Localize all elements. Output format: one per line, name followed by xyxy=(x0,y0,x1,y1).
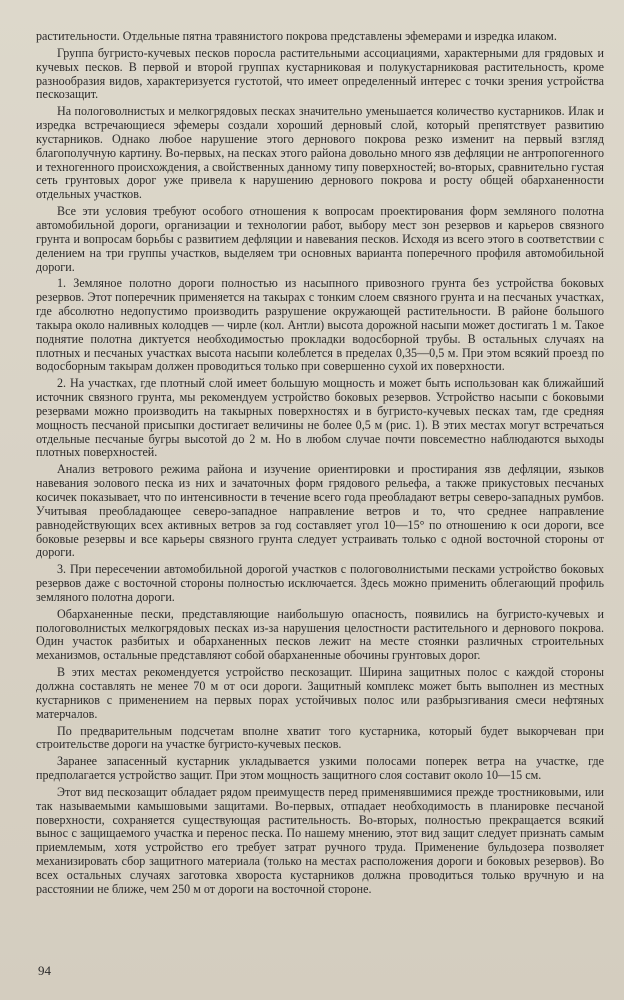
paragraph-12: Заранее запасенный кустарник укладывается узкими полосами поперек ветра на участке, где предполагается устройство защит. При этом мощность защитного слоя составит около 10—15 см. xyxy=(36,754,604,783)
paragraph-9: Обарханенные пески, представляющие наибольшую опасность, появились на бугристо-кучевых и пологоволнистых мелкогрядовых песках из-за нарушения целостности растительного и дернового покрова. Один участок разбитых и обарханенных песков лежит на месте стоянки различных строительных механизмов, остальные представляют собой обарханенные обочины грунтовых дорог. xyxy=(36,606,604,663)
paragraph-1: растительности. Отдельные пятна травянистого покрова представлены эфемерами и изредка илаком. xyxy=(36,29,557,43)
paragraph-11: По предварительным подсчетам вполне хватит того кустарника, который будет выкорчеван при строительстве дороги на участке бугристо-кучевых песков. xyxy=(36,723,604,752)
paragraph-5: 1. Земляное полотно дороги полностью из насыпного привозного грунта без устройства боковых резервов. Этот поперечник применяется на такырах с тонким слоем связного грунта и на песчаных участках, где абсолютно недопустимо производить разрушение окружающей растительности. В районе большого такыра около наливных колодцев — чирле (кол. Антли) высота дорожной насыпи может достигать 1 м. Такое поднятие полотна диктуется необходимостью прокладки водосборной трубы. В остальных случаях на плотных и песчаных участках высота насыпи колеблется в пределах 0,35—0,5 м. При этом всякий проезд по водосборным такырам должен проводиться только при совершенно сухой их поверхности. xyxy=(36,276,604,374)
paragraph-13: Этот вид пескозащит обладает рядом преимуществ перед применявшимися прежде тростниковыми, или так называемыми камышовыми защитами. Во-первых, отпадает необходимость в планировке песчаной поверхности, сохраняется существующая растительность. Во-вторых, полностью прекращается всякий вынос с защищаемого участка и перенос песка. По нашему мнению, этот вид защит следует признать самым приемлемым, хотя устройство его требует затрат ручного труда. Применение бульдозера позволяет механизировать сбор защитного материала (только на местах расположения дороги и боковых резервов). Во всех остальных случаях заготовка хвороста кустарников должна проводиться только вручную и на расстоянии не ближе, чем 250 м от дороги на восточной стороне. xyxy=(36,784,604,896)
paragraph-8: 3. При пересечении автомобильной дорогой участков с пологоволнистыми песками устройство боковых резервов даже с восточной стороны полностью исключается. Здесь можно применить облегающий профиль земляного полотна дороги. xyxy=(36,562,604,604)
paragraph-10: В этих местах рекомендуется устройство пескозащит. Ширина защитных полос с каждой стороны должна составлять не менее 70 м от оси дороги. Защитный комплекс может быть выполнен из местных кустарников с применением на первых порах устойчивых полос или разбрызгивания смеси нефтяных матерчалов. xyxy=(36,665,604,721)
paragraph-7: Анализ ветрового режима района и изучение ориентировки и простирания язв дефляции, языков навевания эолового песка из них и зачаточных форм грядового рельефа, а также прикустовых песчаных косичек показывает, что по интенсивности в течение всего года преобладают ветры северо-западных румбов. Учитывая преобладающее северо-западное направление ветров и то, что среднее направление равнодействующих всех активных ветров за год составляет угол 10—15° по отношению к оси дороги, все боковые резервы и все карьеры связного грунта следует устраивать только с одной восточной стороны от дороги. xyxy=(36,462,604,560)
paragraph-4: Все эти условия требуют особого отношения к вопросам проектирования форм земляного полотна автомобильной дороги, организации и технологии работ, выбору мест зон резервов и карьеров связного грунта и вопросам борьбы с развитием дефляции и навевания песков. Исходя из всего этого в соответствии с делением на три группы участков, выделяем три основных варианта поперечного профиля автомобильной дороги. xyxy=(36,204,604,274)
paragraph-2: Группа бугристо-кучевых песков поросла растительными ассоциациями, характерными для грядовых и кучевых песков. В первой и второй группах кустарниковая и полукустарниковая растительность, кроме разнообразия видов, характеризуется густотой, что имеет определенный интерес с точки зрения устройства пескозащит. xyxy=(36,45,604,102)
page-number: 94 xyxy=(38,963,51,978)
paragraph-6: 2. На участках, где плотный слой имеет большую мощность и может быть использован как ближайший источник связного грунта, мы рекомендуем устройство боковых резервов. Устройство насыпи с боковыми резервами можно производить на такырных поверхностях и в бугристо-кучевых песках там, где средняя мощность песчаной присыпки достигает величины не более 0,5 м (рис. 1). В этих местах могут встречаться отдельные песчаные бугры высотой до 2 м. Но в любом случае почти повсеместно наблюдаются выходы плотных поверхностей. xyxy=(36,376,604,460)
paragraph-3: На пологоволнистых и мелкогрядовых песках значительно уменьшается количество кустарников. Илак и изредка встречающиеся эфемеры создали хороший дерновый слой, который препятствует развитию кустарников. Однако любое нарушение этого дернового покрова резко изменит на первый взгляд благополучную картину. Во-первых, на песках этого района довольно много язв дефляции не антропогенного и техногенного происхождения, а свойственных данному типу поверхностей; во-вторых, сравнительно густая сеть грунтовых дорог уже привела к нарушению дернового покрова и росту общей обарханенности отдельных участков. xyxy=(36,104,604,202)
